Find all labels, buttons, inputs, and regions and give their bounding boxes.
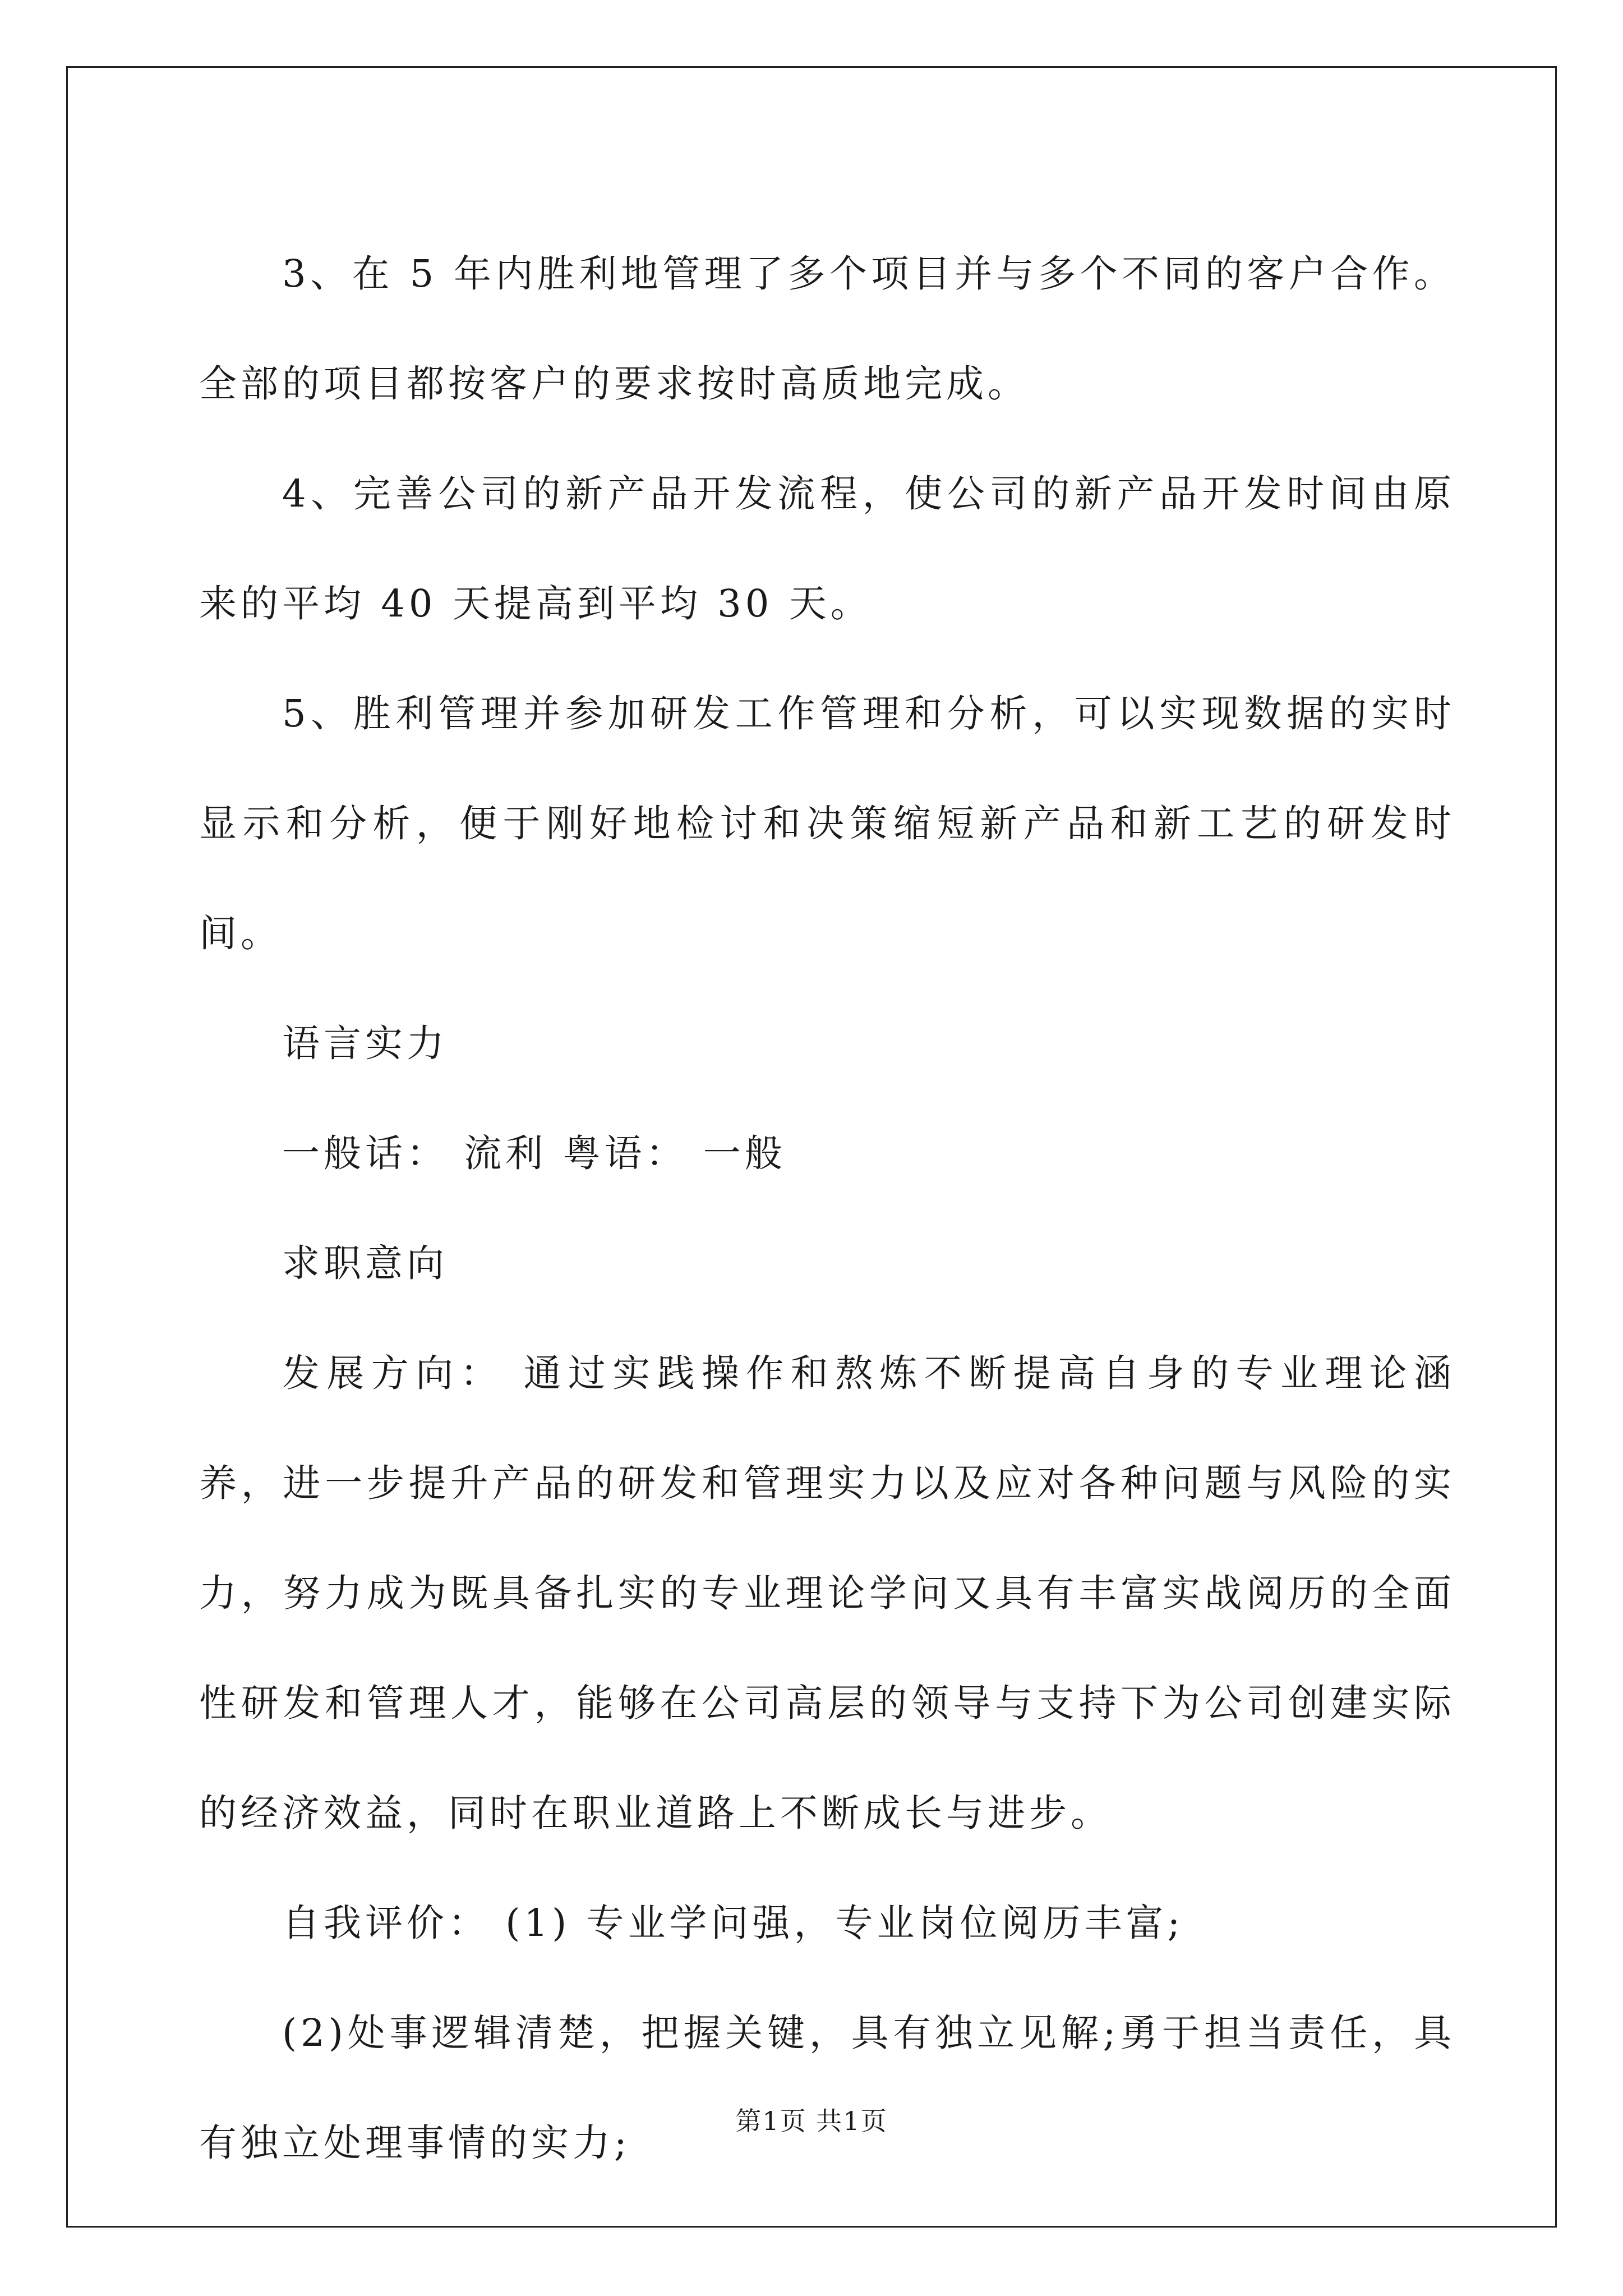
paragraph-languages: 一般话： 流利 粤语： 一般 [282, 1131, 786, 1175]
section-heading-language: 语言实力 [282, 1022, 448, 1065]
section-heading-job-intention: 求职意向 [282, 1241, 448, 1285]
paragraph-achievement-3: 3、在 5 年内胜利地管理了多个项目并与多个不同的客户合作。全部的项目都按客户的要求按时高质地完成。 [199, 252, 1455, 406]
paragraph-self-evaluation-1: 自我评价： (1) 专业学问强，专业岗位阅历丰富; [282, 1901, 1184, 1945]
paragraph-development-direction: 发展方向： 通过实践操作和熬炼不断提高自身的专业理论涵养，进一步提升产品的研发和管理实力以及应对各种问题与风险的实力，努力成为既具备扎实的专业理论学问又具有丰富实战阅历的全面性研发和管理人才，能够在公司高层的领导与支持下为公司创建实际的经济效益，同时在职业道路上不断成长与进步。 [199, 1351, 1455, 1835]
paragraph-self-evaluation-2: (2)处事逻辑清楚，把握关键，具有独立见解;勇于担当责任，具有独立处理事情的实力; [199, 2011, 1455, 2165]
paragraph-achievement-5: 5、胜利管理并参加研发工作管理和分析，可以实现数据的实时显示和分析，便于刚好地检讨和决策缩短新产品和新工艺的研发时间。 [199, 692, 1455, 955]
paragraph-achievement-4: 4、完善公司的新产品开发流程，使公司的新产品开发时间由原来的平均 40 天提高到平均 30 天。 [199, 472, 1455, 625]
document-body [199, 219, 1455, 2198]
page-number-footer: 第1页 共1页 [735, 2106, 888, 2136]
